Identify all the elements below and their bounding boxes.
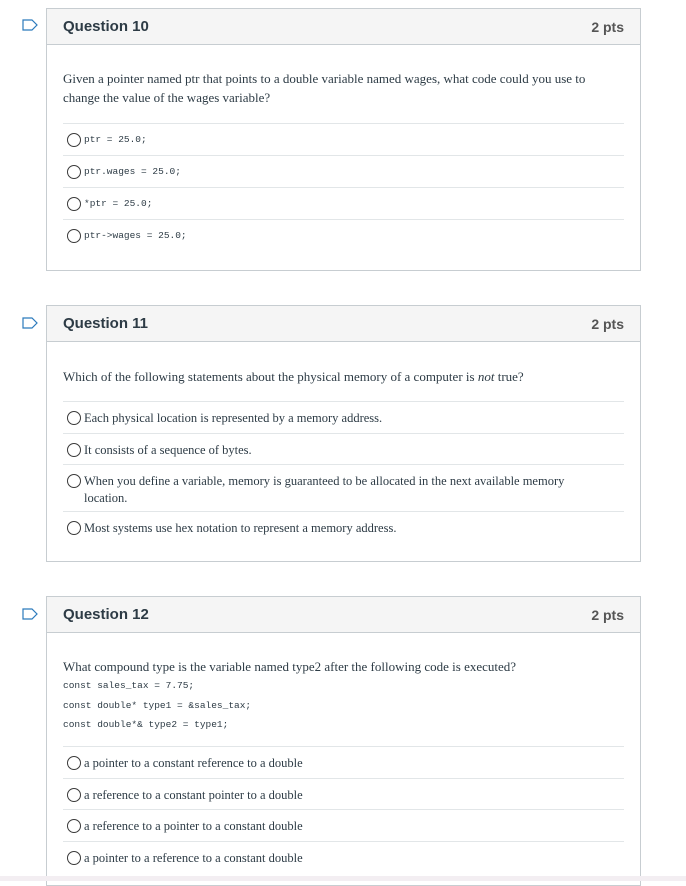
question-header [47,306,640,342]
bookmark-icon[interactable] [22,317,38,329]
answer-option[interactable] [63,434,624,465]
radio-button[interactable] [67,197,81,211]
answer-option[interactable] [63,747,624,779]
radio-button[interactable] [67,165,81,179]
answer-option[interactable] [63,188,624,220]
answer-list [63,123,624,252]
answer-label: a pointer to a reference to a constant double [84,850,303,865]
question-title: Question 11 [63,315,149,332]
radio-button[interactable] [67,756,81,770]
answer-label: Most systems use hex notation to represent a memory address. [84,521,397,535]
answer-option[interactable] [63,810,624,842]
question-header [47,597,640,633]
answer-label: a reference to a pointer to a constant double [84,818,303,833]
answer-label: ptr->wages = 25.0; [84,230,187,241]
bottom-strip [0,876,686,881]
radio-button[interactable] [67,819,81,833]
radio-button[interactable] [67,788,81,802]
answer-label: a pointer to a constant reference to a double [84,755,303,770]
radio-button[interactable] [67,133,81,147]
answer-label: *ptr = 25.0; [84,198,153,209]
answer-option[interactable] [63,124,624,156]
bookmark-icon[interactable] [22,19,38,31]
question-points: 2 pts [591,606,624,623]
code-line: const sales_tax = 7.75; [63,680,195,691]
question-text: What compound type is the variable named type2 after the following code is executed? [63,659,517,674]
question-text: Given a pointer named ptr that points to a double variable named wages, what code could you use to change the value of the wages variable? [63,71,586,105]
radio-button[interactable] [67,229,81,243]
answer-list [63,746,624,873]
answer-list [63,401,624,544]
question-11 [46,305,641,562]
question-points: 2 pts [591,315,624,332]
radio-button[interactable] [67,474,81,488]
answer-label: It consists of a sequence of bytes. [84,443,252,457]
question-text: Which of the following statements about the physical memory of a computer is not true? [63,369,524,384]
bookmark-icon[interactable] [22,608,38,620]
radio-button[interactable] [67,443,81,457]
question-header [47,9,640,45]
question-points: 2 pts [591,18,624,35]
radio-button[interactable] [67,851,81,865]
question-title: Question 12 [63,606,149,623]
answer-option[interactable] [63,465,624,512]
answer-label: ptr.wages = 25.0; [84,166,181,177]
emphasis: not [477,369,495,384]
answer-option[interactable] [63,402,624,434]
answer-option[interactable] [63,220,624,252]
answer-label: Each physical location is represented by a memory address. [84,411,383,425]
question-12 [46,596,641,886]
code-line: const double*& type2 = type1; [63,719,229,730]
question-10 [46,8,641,271]
answer-label: When you define a variable, memory is guaranteed to be allocated in the next available memory location. [84,474,565,505]
code-line: const double* type1 = &sales_tax; [63,699,252,711]
radio-button[interactable] [67,521,81,535]
answer-label: a reference to a constant pointer to a double [84,787,303,802]
answer-label: ptr = 25.0; [84,134,147,145]
answer-option[interactable] [63,842,624,873]
answer-option[interactable] [63,512,624,544]
question-title: Question 10 [63,18,149,35]
radio-button[interactable] [67,411,81,425]
answer-option[interactable] [63,156,624,188]
answer-option[interactable] [63,779,624,810]
